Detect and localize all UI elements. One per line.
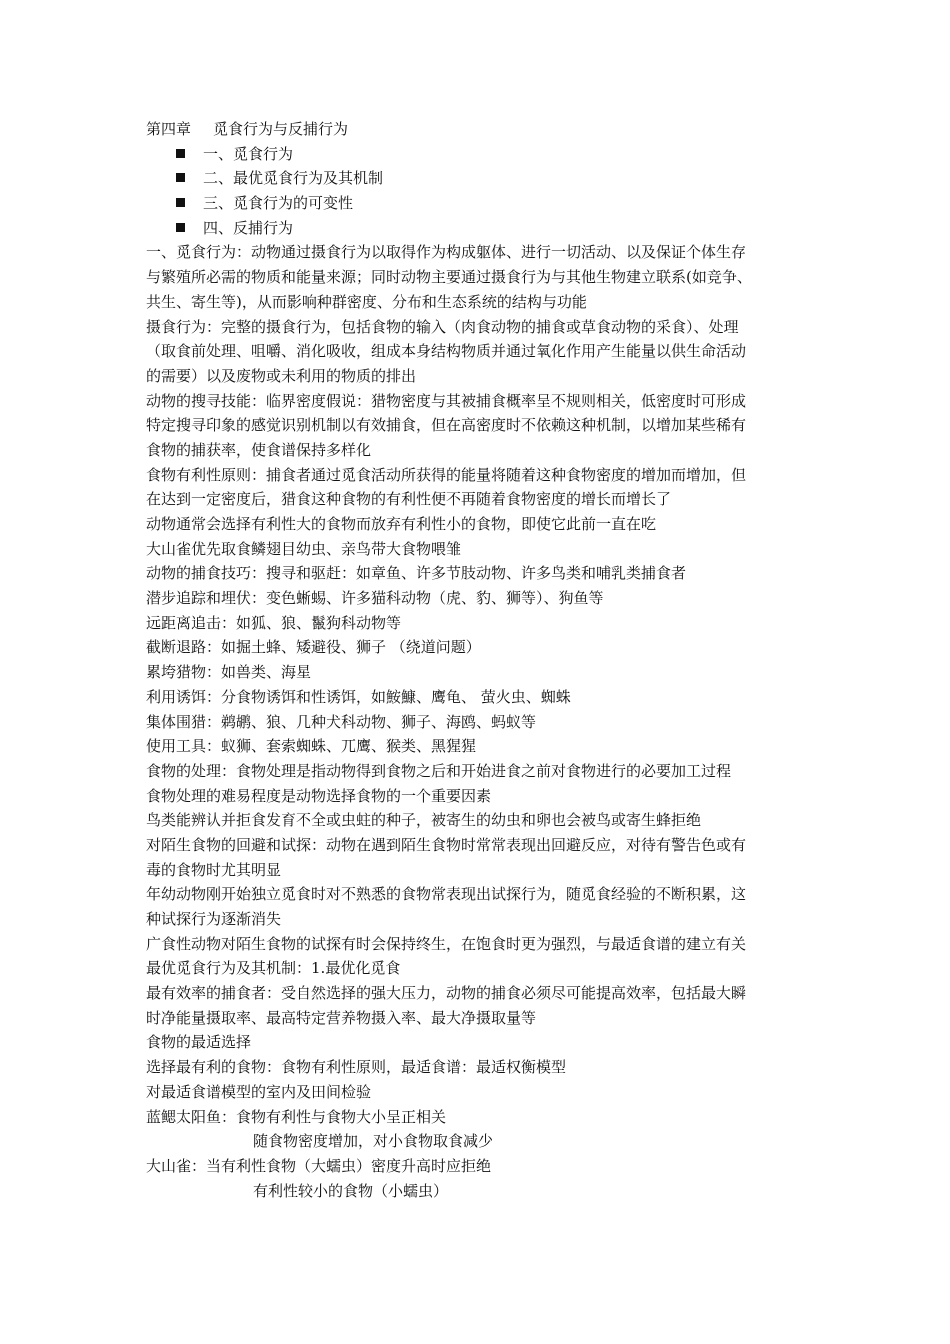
- body-line: 鸟类能辨认并拒食发育不全或虫蛀的种子，被寄生的幼虫和卵也会被鸟或寄生蜂拒绝: [146, 811, 702, 830]
- chapter-title: [146, 117, 816, 142]
- body-line: 动物的捕食技巧：搜寻和驱赶：如章鱼、许多节肢动物、许多鸟类和哺乳类捕食者: [146, 564, 687, 583]
- body-line: 远距离追击：如狐、狼、鬣狗科动物等: [146, 613, 402, 632]
- body-line: 利用诱饵：分食物诱饵和性诱饵，如鮟鱇、鹰龟、 萤火虫、蜘蛛: [146, 687, 571, 706]
- body-line: 时净能量摄取率、最高特定营养物摄入率、最大净摄取量等: [146, 1008, 537, 1027]
- square-bullet-icon: [176, 173, 185, 182]
- body-line: 食物有利性原则：捕食者通过觅食活动所获得的能量将随着这种食物密度的增加而增加，但: [146, 465, 747, 484]
- body-line: 共生、寄生等)，从而影响种群密度、分布和生态系统的结构与功能: [146, 292, 587, 311]
- body-line: 大山雀：当有利性食物（大蠕虫）密度升高时应拒绝: [146, 1156, 492, 1175]
- document-page: [146, 117, 816, 1203]
- square-bullet-icon: [176, 198, 185, 207]
- body-line: 集体围猎：鹈鹕、狼、几种犬科动物、狮子、海鸥、蚂蚁等: [146, 712, 537, 731]
- body-line: 动物的搜寻技能：临界密度假说：猎物密度与其被捕食概率呈不规则相关，低密度时可形成: [146, 391, 747, 410]
- body-line: 在达到一定密度后，猎食这种食物的有利性便不再随着食物密度的增长而增长了: [146, 490, 672, 509]
- body-line: 食物处理的难易程度是动物选择食物的一个重要因素: [146, 786, 492, 805]
- indented-line: 有利性较小的食物（小蠕虫）: [253, 1181, 449, 1200]
- outline-item: 一、觅食行为: [146, 142, 816, 167]
- body-line: 选择最有利的食物：食物有利性原则，最适食谱：最适权衡模型: [146, 1058, 567, 1077]
- outline-item: 四、反捕行为: [146, 216, 816, 241]
- body-line: 广食性动物对陌生食物的试探有时会保持终生，在饱食时更为强烈，与最适食谱的建立有关: [146, 934, 747, 953]
- body-line: 对陌生食物的回避和试探：动物在遇到陌生食物时常常表现出回避反应，对待有警告色或有: [146, 835, 747, 854]
- indented-line: 随食物密度增加，对小食物取食减少: [253, 1132, 494, 1151]
- square-bullet-icon: [176, 149, 185, 158]
- body-line: 摄食行为：完整的摄食行为，包括食物的输入（肉食动物的捕食或草食动物的采食）、处理: [146, 317, 739, 336]
- body-line: 蓝鳃太阳鱼：食物有利性与食物大小呈正相关: [146, 1107, 447, 1126]
- body-line: 特定搜寻印象的感觉识别机制以有效捕食，但在高密度时不依赖这种机制，以增加某些稀有: [146, 416, 747, 435]
- outline-item: 二、最优觅食行为及其机制: [146, 166, 816, 191]
- body-line: 食物的捕获率，使食谱保持多样化: [146, 440, 372, 459]
- chapter-name: 觅食行为与反捕行为: [213, 120, 349, 138]
- body-line: 的需要）以及废物或未利用的物质的排出: [146, 366, 417, 385]
- body-line: 食物的处理：食物处理是指动物得到食物之后和开始进食之前对食物进行的必要加工过程: [146, 761, 732, 780]
- body-line: 与繁殖所必需的物质和能量来源；同时动物主要通过摄食行为与其他生物建立联系(如竞争、: [146, 268, 752, 287]
- outline-item: 三、觅食行为的可变性: [146, 191, 816, 216]
- body-line: 动物通常会选择有利性大的食物而放弃有利性小的食物，即使它此前一直在吃: [146, 515, 657, 533]
- body-line: 对最适食谱模型的室内及田间检验: [146, 1082, 372, 1101]
- square-bullet-icon: [176, 223, 185, 232]
- body-line: 最优觅食行为及其机制：1.最优化觅食: [146, 959, 401, 978]
- body-line: 潜步追踪和埋伏：变色蜥蜴、许多猫科动物（虎、豹、狮等）、狗鱼等: [146, 589, 604, 608]
- body-line: 一、觅食行为：动物通过摄食行为以取得作为构成躯体、进行一切活动、以及保证个体生存: [146, 243, 747, 262]
- body-line: 食物的最适选择: [146, 1033, 252, 1052]
- chapter-number: 第四章: [146, 120, 192, 138]
- body-line: 使用工具：蚁狮、套索蜘蛛、兀鹰、猴类、黑猩猩: [146, 737, 477, 756]
- body-line: 截断退路：如掘土蜂、矮避役、狮子 （绕道问题）: [146, 638, 481, 657]
- body-line: 大山雀优先取食鳞翅目幼虫、亲鸟带大食物喂雏: [146, 539, 462, 558]
- body-line: 毒的食物时尤其明显: [146, 860, 282, 879]
- body-line: 种试探行为逐渐消失: [146, 910, 282, 928]
- body-line: 最有效率的捕食者：受自然选择的强大压力，动物的捕食必须尽可能提高效率，包括最大瞬: [146, 984, 747, 1003]
- body-line: 累垮猎物：如兽类、海星: [146, 663, 312, 682]
- body-line: 年幼动物刚开始独立觅食时对不熟悉的食物常表现出试探行为，随觅食经验的不断积累，这: [146, 885, 747, 904]
- body-line: （取食前处理、咀嚼、消化吸收，组成本身结构物质并通过氧化作用产生能量以供生命活动: [146, 342, 747, 361]
